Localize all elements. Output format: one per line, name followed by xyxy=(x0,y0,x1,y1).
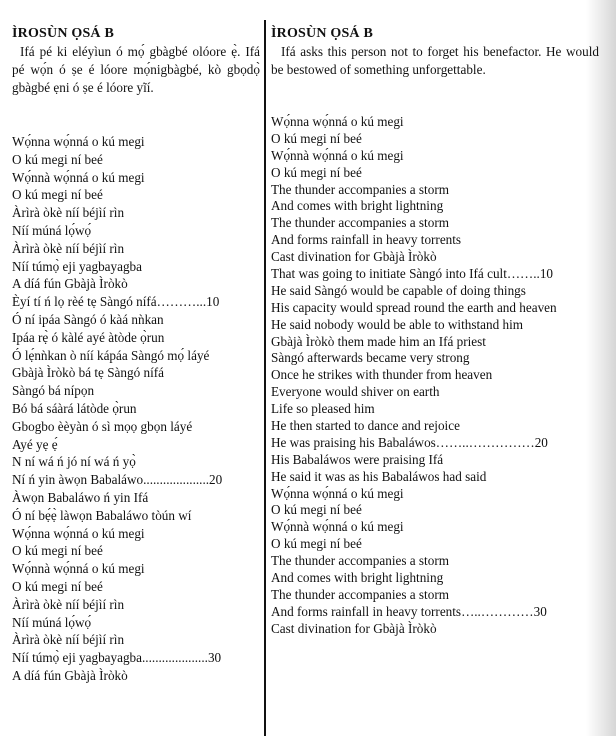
verse-line: Gbàjà Ìròkò them made him an Ifá priest xyxy=(271,333,486,349)
verse-line: The thunder accompanies a storm xyxy=(271,181,449,197)
verse-line: His Babaláwos were praising Ifá xyxy=(271,451,444,467)
verse-line: Life so pleased him xyxy=(271,401,375,417)
verse-line: Sàngó afterwards became very strong xyxy=(271,350,470,366)
verse-line: O kú megi ní beé xyxy=(12,187,103,203)
verse-line: Ayé yẹ ẹ́ xyxy=(12,436,58,452)
yoruba-column xyxy=(12,26,260,683)
verse-line: O kú megi ní beé xyxy=(12,543,103,559)
verse-line: A díá fún Gbàjà Ìròkò xyxy=(12,667,128,683)
verse-line: O kú megi ní beé xyxy=(271,130,362,146)
english-intro: Ifá asks this person not to forget his benefactor. He would be bestowed of something unforgettable. xyxy=(271,44,599,77)
verse-line: Ó ní ipáa Sàngó ó kàá nǹkan xyxy=(12,311,164,327)
verse-line: That was going to initiate Sàngó into Ifá cult……..10 xyxy=(271,266,554,282)
verse-line: Sàngó bá nípọn xyxy=(12,383,95,399)
verse-line: Níí túmọ̀ eji yagbayagba xyxy=(12,258,143,274)
verse-line: O kú megi ní beé xyxy=(12,578,103,594)
verse-line: O kú megi ní beé xyxy=(271,164,362,180)
verse-line: And comes with bright lightning xyxy=(271,198,444,214)
yoruba-intro: Ifá pé ki eléyìun ó mọ́ gbàgbé olóore ẹ̀. Ifá pé wọ́n ó ṣe é lóore mọ́nigbàgbé, kò gbọdọ̀ gbàgbé ẹni ó ṣe é lóore yĩí. xyxy=(12,44,260,95)
verse-line: Cast divination for Gbàjà Ìròkò xyxy=(271,249,437,265)
verse-line: And forms rainfall in heavy torrents…..…………30 xyxy=(271,603,547,619)
verse-line: Ó ní bẹ́ẹ̀ làwọn Babaláwo tòún wí xyxy=(12,507,192,523)
verse-line: Everyone would shiver on earth xyxy=(271,384,440,400)
verse-line: O kú megi ní beé xyxy=(271,502,362,518)
verse-line: Gbàjà Ìròkò bá tẹ Sàngó nífá xyxy=(12,365,164,381)
yoruba-verses xyxy=(12,133,260,685)
verse-line: He said nobody would be able to withstand him xyxy=(271,316,523,332)
verse-line: The thunder accompanies a storm xyxy=(271,215,449,231)
verse-line: Àrìrà òkè níí béjìí rìn xyxy=(12,596,125,612)
verse-line: Wọ́nnà wọ́nná o kú megi xyxy=(12,169,145,185)
verse-line: Wọ́nna wọ́nná o kú megi xyxy=(271,114,404,129)
verse-line: Wọ́nnà wọ́nná o kú megi xyxy=(271,519,404,535)
column-divider xyxy=(264,20,266,736)
english-column xyxy=(271,26,599,636)
verse-line: The thunder accompanies a storm xyxy=(271,586,449,602)
verse-line: Wọ́nna wọ́nná o kú megi xyxy=(12,134,145,149)
verse-line: O kú megi ní beé xyxy=(271,536,362,552)
verse-line: Níí túmọ̀ eji yagbayagba....................30 xyxy=(12,650,222,666)
verse-line: And forms rainfall in heavy torrents xyxy=(271,232,462,248)
verse-line: Àrìrà òkè níí béjìí rìn xyxy=(12,632,125,648)
english-verses xyxy=(271,114,599,638)
verse-line: Ní ń yin àwọn Babaláwo....................20 xyxy=(12,472,223,488)
verse-line: Wọ́nnà wọ́nná o kú megi xyxy=(12,561,145,577)
verse-line: Èyí tí ń lọ rèé tẹ Sàngó nífá………...10 xyxy=(12,294,220,310)
verse-line: Àrìrà òkè níí béjìí rìn xyxy=(12,240,125,256)
verse-line: Àwọn Babaláwo ń yin Ifá xyxy=(12,489,149,505)
verse-line: Wọ́nna wọ́nná o kú megi xyxy=(12,525,145,541)
verse-line: Níí múná lọ́wọ́ xyxy=(12,614,92,630)
verse-line: And comes with bright lightning xyxy=(271,570,444,586)
verse-line: The thunder accompanies a storm xyxy=(271,553,449,569)
verse-line: A díá fún Gbàjà Ìròkò xyxy=(12,276,128,292)
verse-line: Once he strikes with thunder from heaven xyxy=(271,367,493,383)
verse-line: O kú megi ní beé xyxy=(12,151,103,167)
verse-line: Cast divination for Gbàjà Ìròkò xyxy=(271,620,437,636)
verse-line: Wọ́nna wọ́nná o kú megi xyxy=(271,485,404,501)
english-title: ÌROSÙN ỌSÁ B xyxy=(271,26,373,41)
verse-line: He then started to dance and rejoice xyxy=(271,418,460,434)
verse-line: Níí múná lọ́wọ́ xyxy=(12,222,92,238)
verse-line: Bó bá sáàrá látòde ọ̀run xyxy=(12,400,137,416)
verse-line: He said Sàngó would be capable of doing things xyxy=(271,282,526,298)
verse-line: Ó lẹ́nǹkan ò níí kápáa Sàngó mọ́ láyé xyxy=(12,347,210,363)
verse-line: Ipáa rẹ̀ ó kàlé ayé àtòde ọ̀run xyxy=(12,329,165,345)
verse-line: Gbogbo èèyàn ó sì mọọ gbọn láyé xyxy=(12,418,193,434)
verse-line: N ní wá ń jó ní wá ń yọ̀ xyxy=(12,454,136,470)
yoruba-title: ÌROSÙN ỌSÁ B xyxy=(12,26,114,41)
verse-line: Wọ́nnà wọ́nná o kú megi xyxy=(271,147,404,163)
verse-line: He was praising his Babaláwos……..……………20 xyxy=(271,434,548,450)
verse-line: His capacity would spread round the earth and heaven xyxy=(271,299,557,315)
verse-line: Àrìrà òkè níí béjìí rìn xyxy=(12,205,125,221)
verse-line: He said it was as his Babaláwos had said xyxy=(271,468,487,484)
